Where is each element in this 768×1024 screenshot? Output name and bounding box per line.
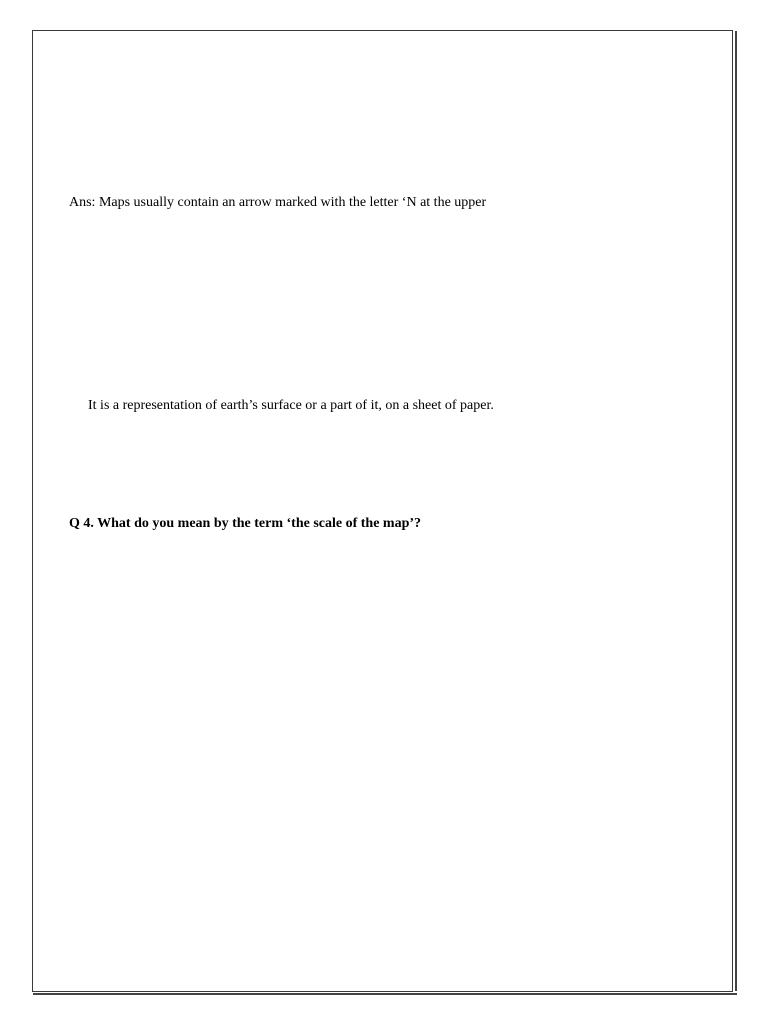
answer-text-map-definition: It is a representation of earth’s surface or a part of it, on a sheet of paper. <box>88 398 494 413</box>
page-border <box>32 30 733 992</box>
answer-text-north-arrow: Ans: Maps usually contain an arrow marked with the letter ‘N at the upper <box>69 195 487 210</box>
question-4-heading: Q 4. What do you mean by the term ‘the scale of the map’? <box>69 516 422 531</box>
